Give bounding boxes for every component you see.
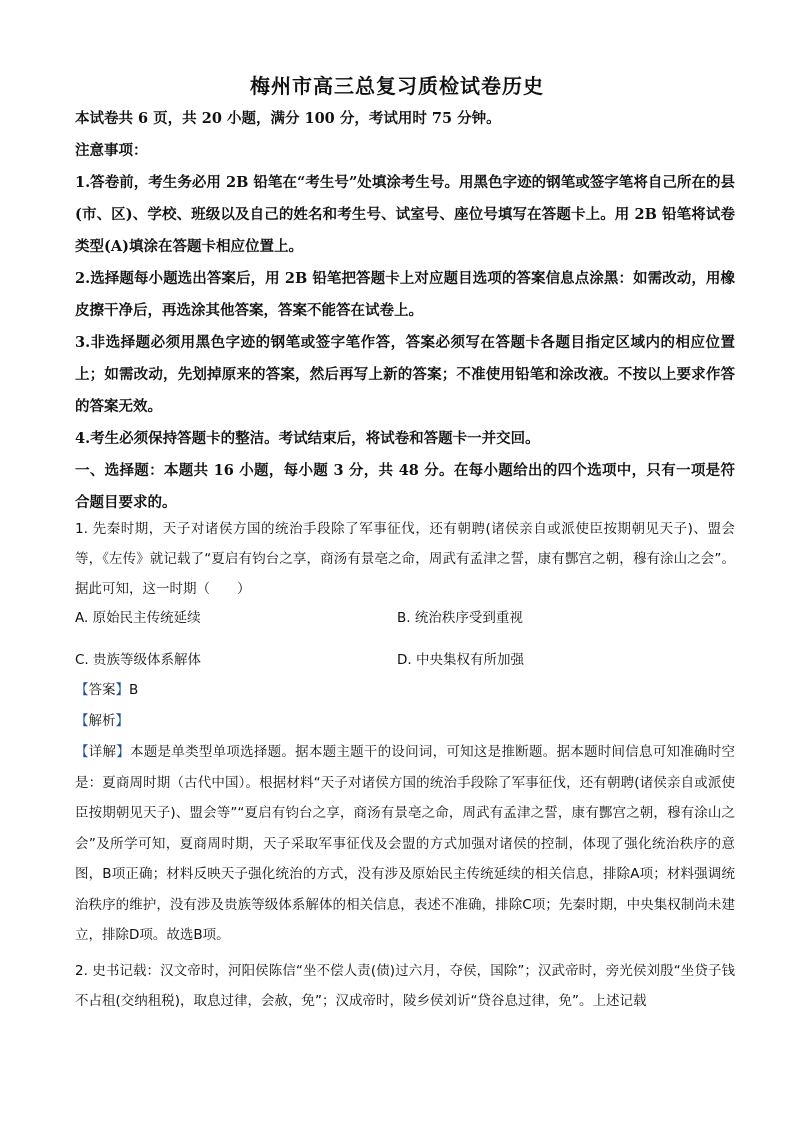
detail-bracket-close: 】 <box>116 744 131 760</box>
question-1-option-b: B. 统治秩序受到重视 <box>397 610 523 626</box>
question-1-option-c: C. 贵族等级体系解体 <box>75 652 202 668</box>
question-1-option-a: A. 原始民主传统延续 <box>75 610 201 626</box>
analysis-line <box>75 711 129 731</box>
notice-item-4: 4.考生必须保持答题卡的整洁。考试结束后，将试卷和答题卡一并交回。 <box>75 430 540 447</box>
answer-label: 答案 <box>88 682 116 698</box>
notice-heading: 注意事项： <box>75 142 148 159</box>
detail-label: 详解 <box>88 744 117 760</box>
analysis-bracket-close: 】 <box>115 713 129 729</box>
notice-item-1: 1.答卷前，考生务必用 2B 铅笔在“考生号”处填涂考生号。用黑色字迹的钢笔或签字笔将自己所在的县(市、区)、学校、班级以及自己的姓名和考生号、试室号、座位号填写在答题卡上。用 2B 铅笔将试卷类型(A)填涂在答题卡相应位置上。 <box>75 174 735 255</box>
section-heading-choice: 一、选择题：本题共 16 小题，每小题 3 分，共 48 分。在每小题给出的四个选项中，只有一项是符合题目要求的。 <box>75 462 735 511</box>
answer-bracket-open: 【 <box>75 682 89 698</box>
notice-item-3: 3.非选择题必须用黑色字迹的钢笔或签字笔作答，答案必须写在答题卡各题目指定区域内的相应位置上；如需改动，先划掉原来的答案，然后再写上新的答案；不准使用铅笔和涂改液。不按以上要求作答的答案无效。 <box>75 334 735 415</box>
detail-paragraph <box>75 737 735 951</box>
analysis-label: 解析 <box>88 713 116 729</box>
question-1-stem: 1. 先秦时期，天子对诸侯方国的统治手段除了军事征伐，还有朝聘(诸侯亲自或派使臣按期朝见天子)、盟会等，《左传》就记载了“夏启有钧台之享，商汤有景亳之命，周武有孟津之誓，康有酆宫之朝，穆有涂山之会”。据此可知，这一时期（ ） <box>75 521 735 597</box>
detail-bracket-open: 【 <box>75 744 89 760</box>
question-1-option-d: D. 中央集权有所加强 <box>397 652 524 668</box>
answer-bracket-close: 】 <box>115 682 129 698</box>
answer-line <box>75 680 138 700</box>
notice-item-2: 2.选择题每小题选出答案后，用 2B 铅笔把答题卡上对应题目选项的答案信息点涂黑：如需改动，用橡皮擦干净后，再选涂其他答案，答案不能答在试卷上。 <box>75 270 735 319</box>
answer-value: B <box>129 682 139 698</box>
analysis-bracket-open: 【 <box>75 713 89 729</box>
detail-text: 本题是单类型单项选择题。据本题主题干的设问词，可知这是推断题。据本题时间信息可知准确时空是：夏商周时期（古代中国）。根据材料“天子对诸侯方国的统治手段除了军事征伐，还有朝聘(诸侯亲自或派使臣按期朝见天子)、盟会等”“夏启有钧台之享，商汤有景亳之命，周武有孟津之誓，康有酆宫之朝，穆有涂山之会”及所学可知，夏商周时期，天子采取军事征伐及会盟的方式加强对诸侯的控制，体现了强化统治秩序的意图，B项正确；材料反映天子强化统治的方式，没有涉及原始民主传统延续的相关信息，排除A项；材料强调统治秩序的维护，没有涉及贵族等级体系解体的相关信息，表述不准确，排除C项；先秦时期，中央集权制尚未建立，排除D项。故选B项。 <box>75 744 736 943</box>
document-title: 梅州市高三总复习质检试卷历史 <box>250 74 544 98</box>
exam-intro: 本试卷共 6 页，共 20 小题，满分 100 分，考试用时 75 分钟。 <box>75 110 501 127</box>
question-2-stem: 2. 史书记载：汉文帝时，河阳侯陈信“坐不偿人责(债)过六月，夺侯，国除”；汉武帝时，旁光侯刘殷“坐贷子钱不占租(交纳租税)，取息过律，会赦，免”；汉成帝时，陵乡侯刘䜣“贷谷息过律，免”。上述记载 <box>75 963 735 1009</box>
